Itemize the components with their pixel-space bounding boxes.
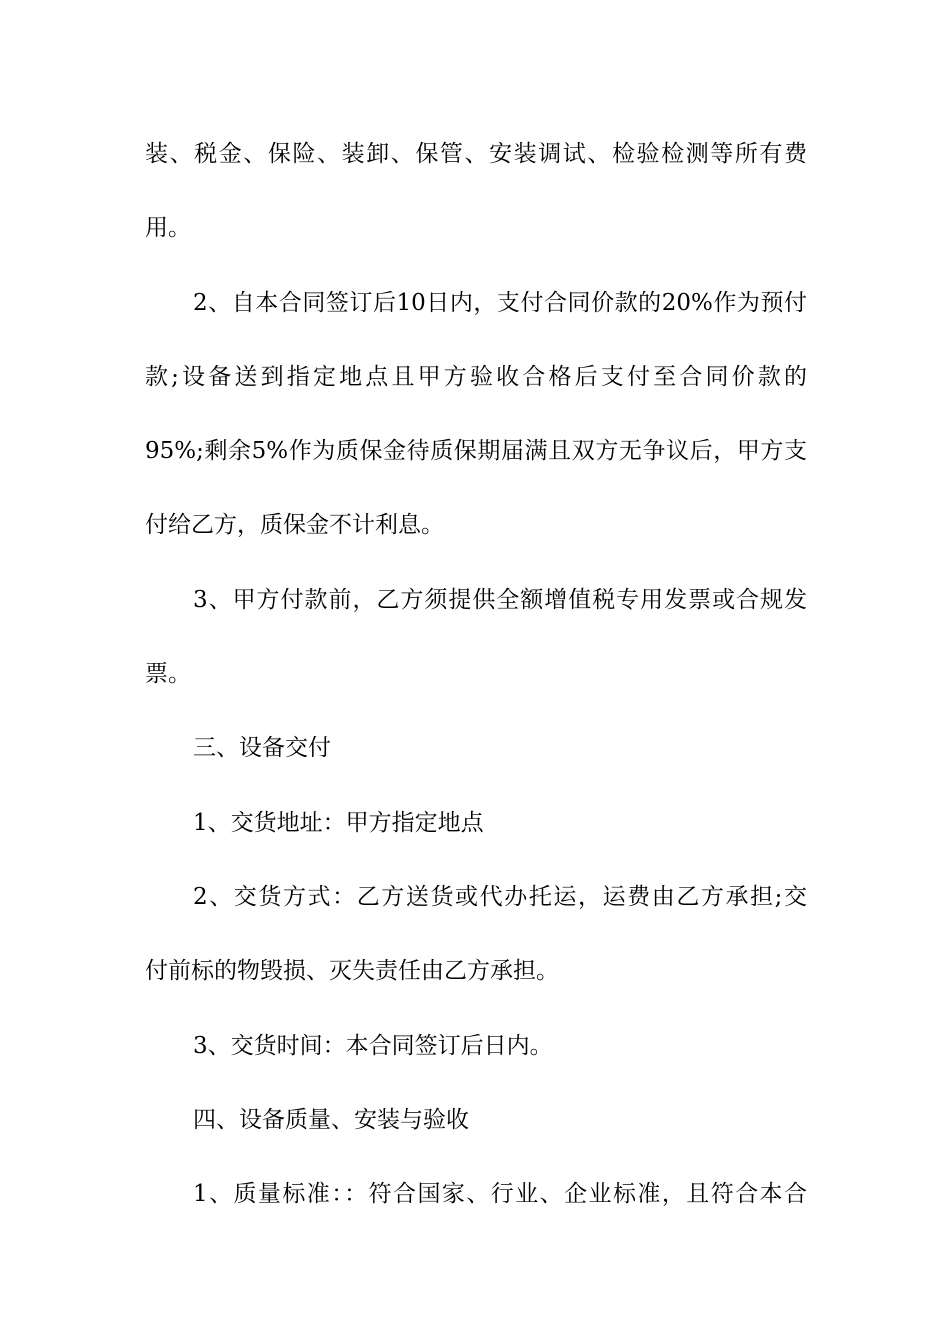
section-heading: 三、设备交付	[193, 735, 331, 761]
paragraph-line: 款;设备送到指定地点且甲方验收合格后支付至合同价款的	[145, 364, 807, 390]
paragraph-line: 1、交货地址：甲方指定地点	[193, 810, 484, 836]
paragraph-line: 3、甲方付款前，乙方须提供全额增值税专用发票或合规发	[193, 587, 807, 613]
paragraph-line: 装、税金、保险、装卸、保管、安装调试、检验检测等所有费	[145, 141, 807, 167]
paragraph-line: 付给乙方，质保金不计利息。	[145, 512, 444, 538]
paragraph-line: 3、交货时间：本合同签订后日内。	[193, 1033, 553, 1059]
paragraph-line: 95%;剩余5%作为质保金待质保期届满且双方无争议后，甲方支	[145, 438, 807, 464]
paragraph-line: 2、交货方式：乙方送货或代办托运，运费由乙方承担;交	[193, 884, 807, 910]
paragraph-line: 1、质量标准：：符合国家、行业、企业标准，且符合本合	[193, 1181, 807, 1207]
paragraph-line: 付前标的物毁损、灭失责任由乙方承担。	[145, 958, 559, 984]
section-heading: 四、设备质量、安装与验收	[193, 1107, 469, 1133]
paragraph-line: 用。	[145, 215, 191, 241]
paragraph-line: 票。	[145, 661, 191, 687]
paragraph-line: 2、自本合同签订后10日内，支付合同价款的20%作为预付	[193, 290, 807, 316]
